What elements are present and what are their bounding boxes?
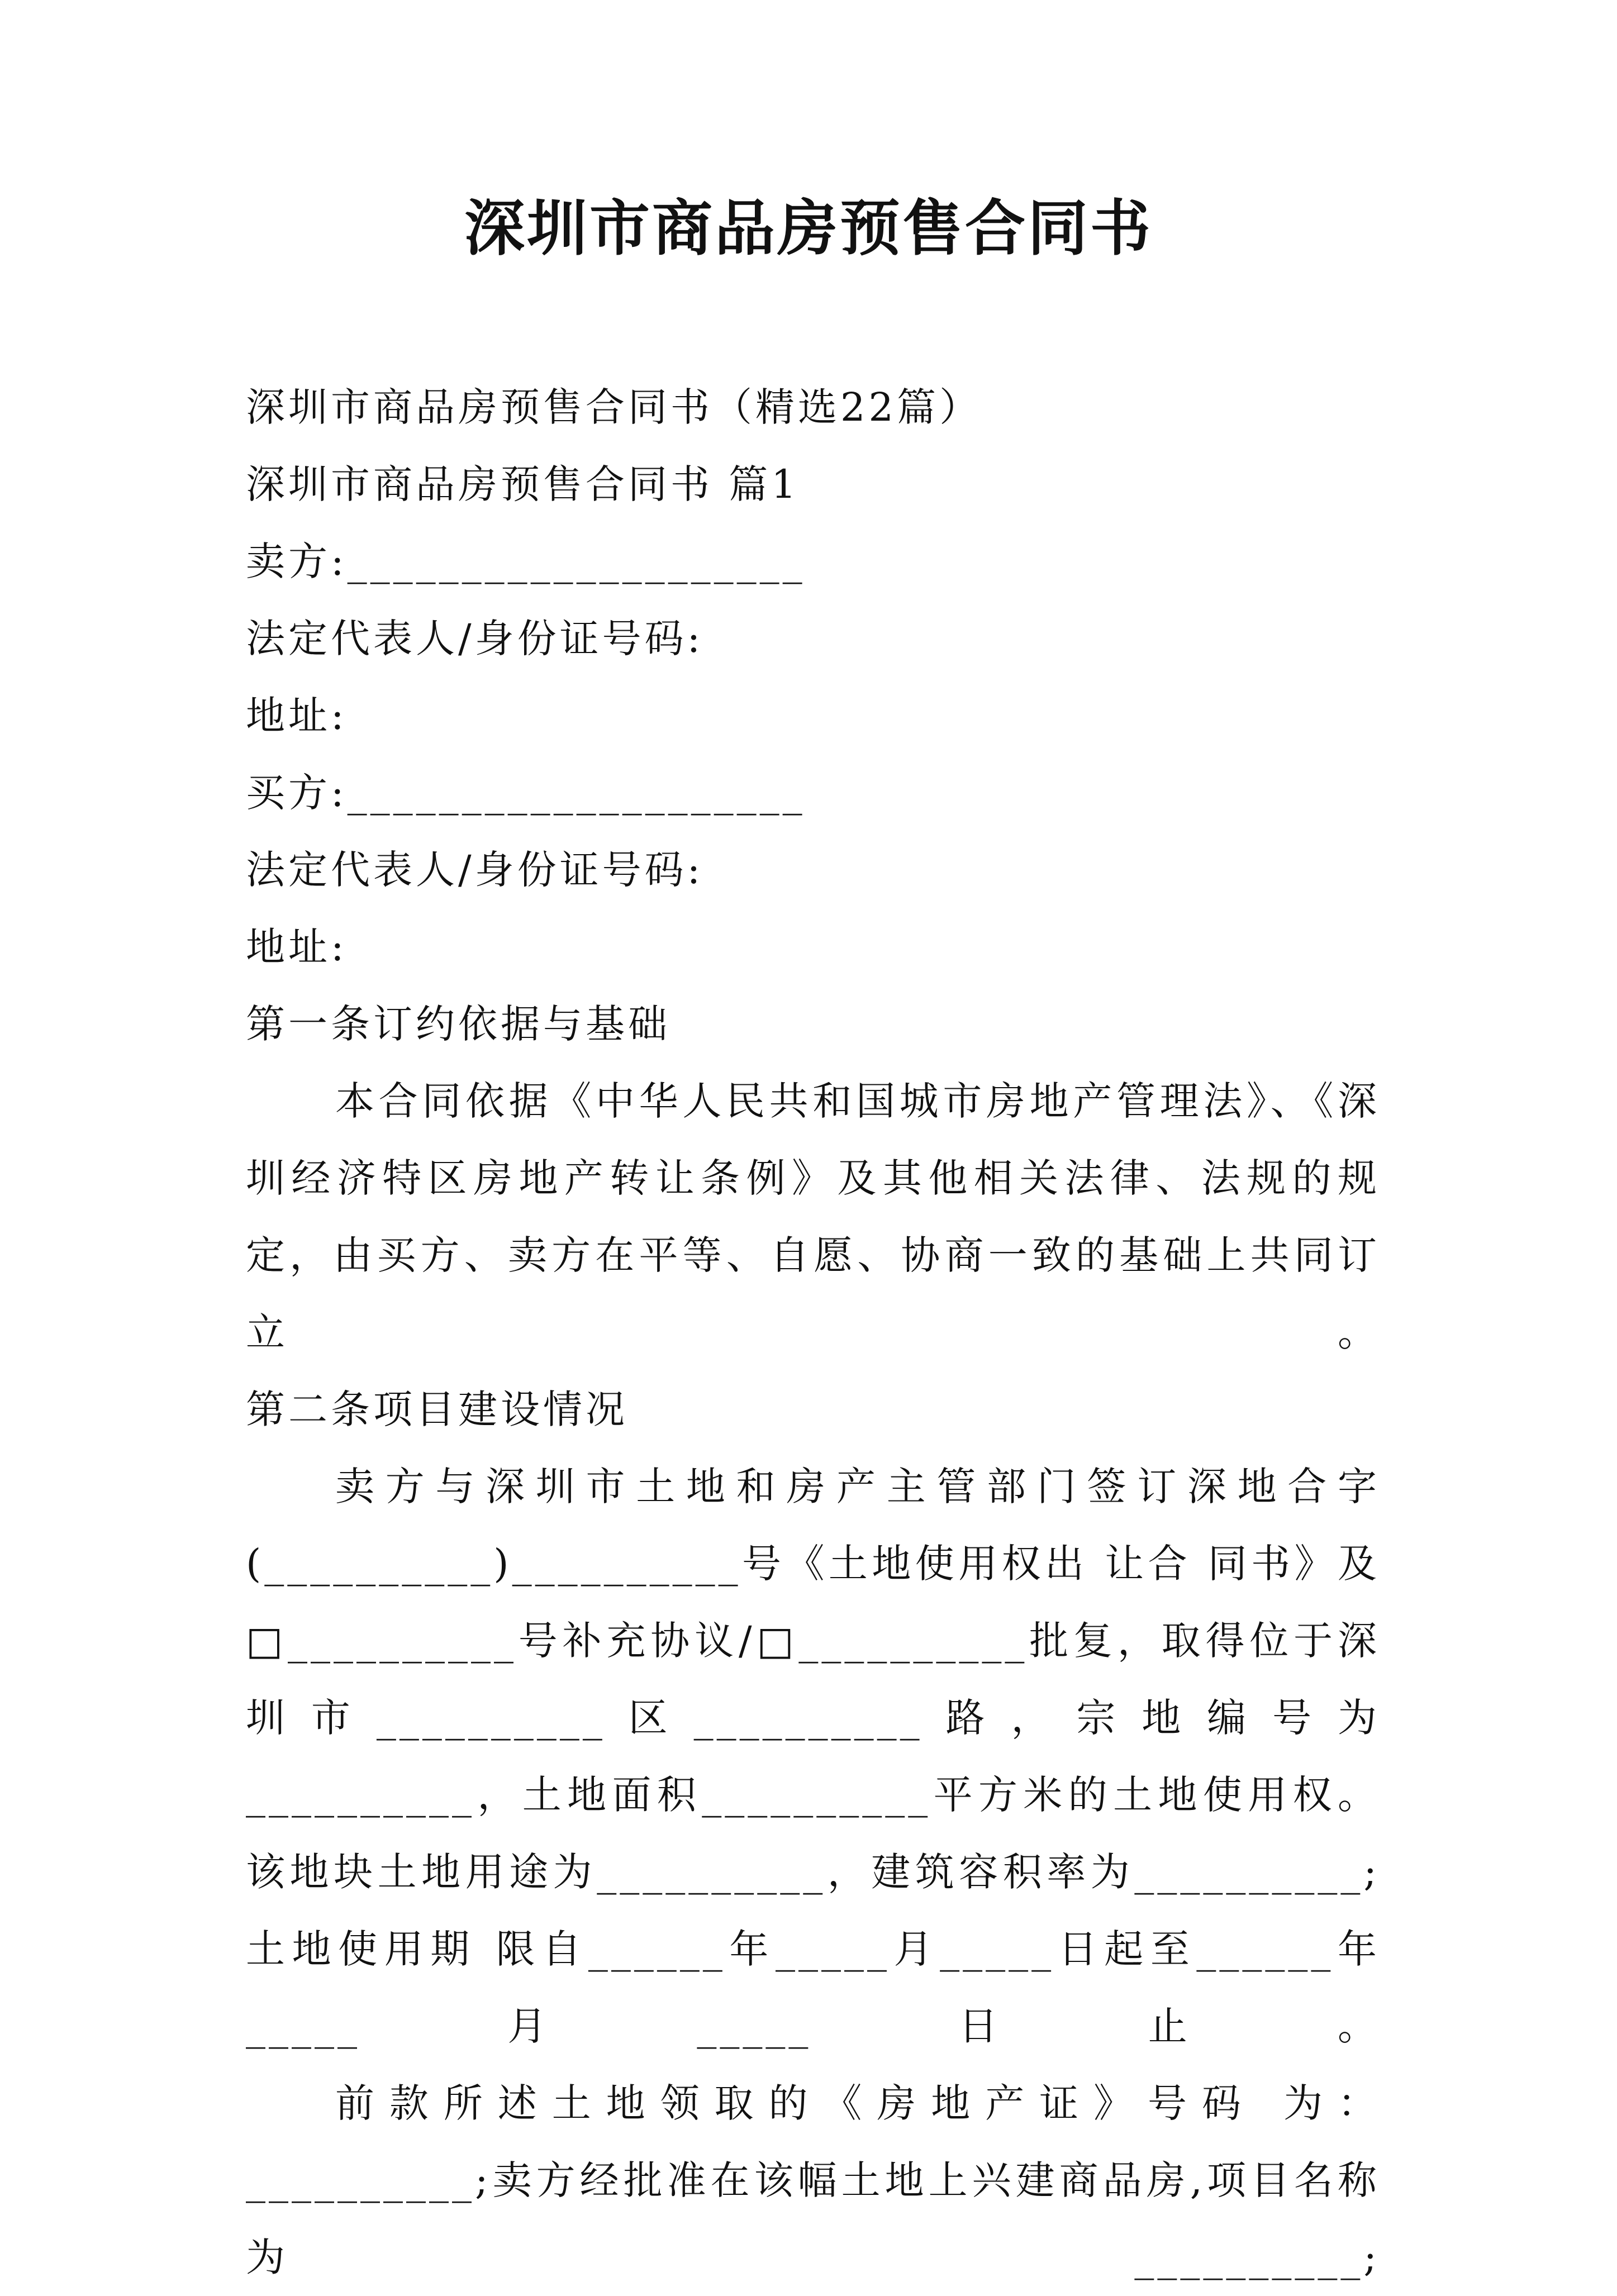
- section-heading: 深圳市商品房预售合同书 篇1: [246, 461, 800, 507]
- buyer-representative-line: 法定代表人/身份证号码:: [246, 847, 704, 893]
- article-2-heading: 第二条项目建设情况: [246, 1387, 628, 1432]
- seller-line: 卖方:____________________: [246, 539, 806, 584]
- document-title: 深圳市商品房预售合同书: [464, 193, 1153, 264]
- article-2-paragraph: 卖方与深圳市土地和房产主管部门签订深地合字(__________)__________号《土地使用权出 让合 同书》及□__________号补充协议/□__________批复，取得位于深圳市__________区__________路，宗地编号为 __________，土地面积__________平方米的土地使用权。该地块土地用途为__________，建筑容积率为__________;土地使用期 限自______年_____月_____日起至______年_____月_____日止。: [246, 1464, 1380, 2049]
- land-certificate-paragraph: 前款所述土地领取的《房地产证》号码 为：__________;卖方经批准在该幅土地上兴建商品房,项目名称为__________;: [246, 2080, 1380, 2280]
- subtitle-paragraph: 深圳市商品房预售合同书（精选22篇）: [246, 384, 982, 430]
- article-1-heading: 第一条订约依据与基础: [246, 1001, 670, 1047]
- seller-address-line: 地址:: [246, 693, 348, 739]
- buyer-line: 买方:____________________: [246, 770, 806, 816]
- buyer-address-line: 地址:: [246, 924, 348, 970]
- article-1-paragraph: 本合同依据《中华人民共和国城市房地产管理法》、《深圳经济特区房地产转让条例》及其他相关法律、法规的规定，由买方、卖方在平等、自愿、协商一致的基础上共同订立。: [246, 1078, 1380, 1355]
- seller-representative-line: 法定代表人/身份证号码:: [246, 616, 704, 661]
- document-body: [246, 369, 1380, 2296]
